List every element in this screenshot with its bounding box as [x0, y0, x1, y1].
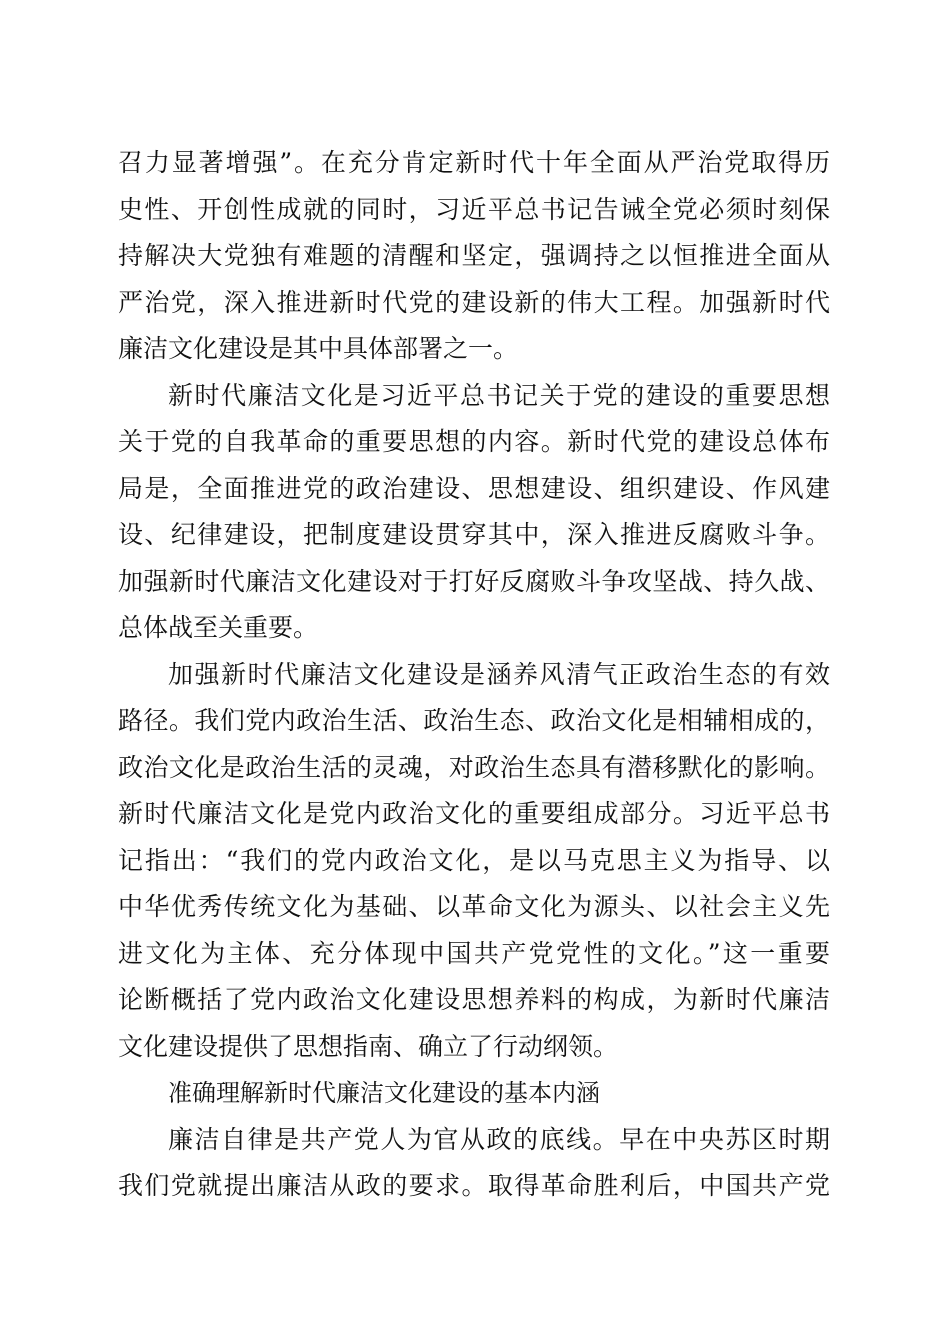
text-line: 我们党就提出廉洁从政的要求。取得革命胜利后，中国共产党: [118, 1171, 830, 1200]
text-line: 文化建设提供了思想指南、确立了行动纲领。: [118, 1031, 619, 1061]
paragraph-1: [118, 140, 830, 373]
text-line: 进文化为主体、充分体现中国共产党党性的文化。”这一重要: [118, 938, 830, 968]
paragraph-4: [118, 1117, 830, 1210]
text-line: 廉洁文化建设是其中具体部署之一。: [118, 334, 519, 363]
text-line: 召力显著增强”。在充分肯定新时代十年全面从严治党取得历: [118, 148, 830, 177]
section-heading: 准确理解新时代廉洁文化建设的基本内涵: [168, 1079, 600, 1107]
text-line: 关于党的自我革命的重要思想的内容。新时代党的建设总体布: [118, 427, 830, 456]
text-line: 廉洁自律是共产党人为官从政的底线。早在中央苏区时期: [168, 1124, 830, 1154]
text-line: 新时代廉洁文化是习近平总书记关于党的建设的重要思想: [168, 380, 830, 410]
document-body: [118, 140, 830, 1210]
text-line: 加强新时代廉洁文化建设是涵养风清气正政治生态的有效: [168, 659, 830, 689]
text-line: 持解决大党独有难题的清醒和坚定，强调持之以恒推进全面从: [118, 241, 830, 270]
text-line: 路径。我们党内政治生活、政治生态、政治文化是相辅相成的，: [118, 706, 830, 735]
paragraph-3: [118, 652, 830, 1071]
text-line: 局是，全面推进党的政治建设、思想建设、组织建设、作风建: [118, 473, 830, 503]
text-line: 加强新时代廉洁文化建设对于打好反腐败斗争攻坚战、持久战、: [118, 566, 830, 596]
text-line: 设、纪律建设，把制度建设贯穿其中，深入推进反腐败斗争。: [118, 520, 830, 549]
text-line: 论断概括了党内政治文化建设思想养料的构成，为新时代廉洁: [118, 985, 830, 1014]
text-line: 中华优秀传统文化为基础、以革命文化为源头、以社会主义先: [118, 892, 830, 921]
paragraph-2: [118, 373, 830, 652]
text-line: 新时代廉洁文化是党内政治文化的重要组成部分。习近平总书: [118, 799, 830, 828]
text-line: 记指出：“我们的党内政治文化，是以马克思主义为指导、以: [118, 845, 830, 875]
text-line: 总体战至关重要。: [118, 613, 319, 642]
text-line: 政治文化是政治生活的灵魂，对政治生态具有潜移默化的影响。: [118, 752, 830, 782]
text-line: 严治党，深入推进新时代党的建设新的伟大工程。加强新时代: [118, 287, 830, 317]
text-line: 史性、开创性成就的同时，习近平总书记告诫全党必须时刻保: [118, 194, 830, 224]
